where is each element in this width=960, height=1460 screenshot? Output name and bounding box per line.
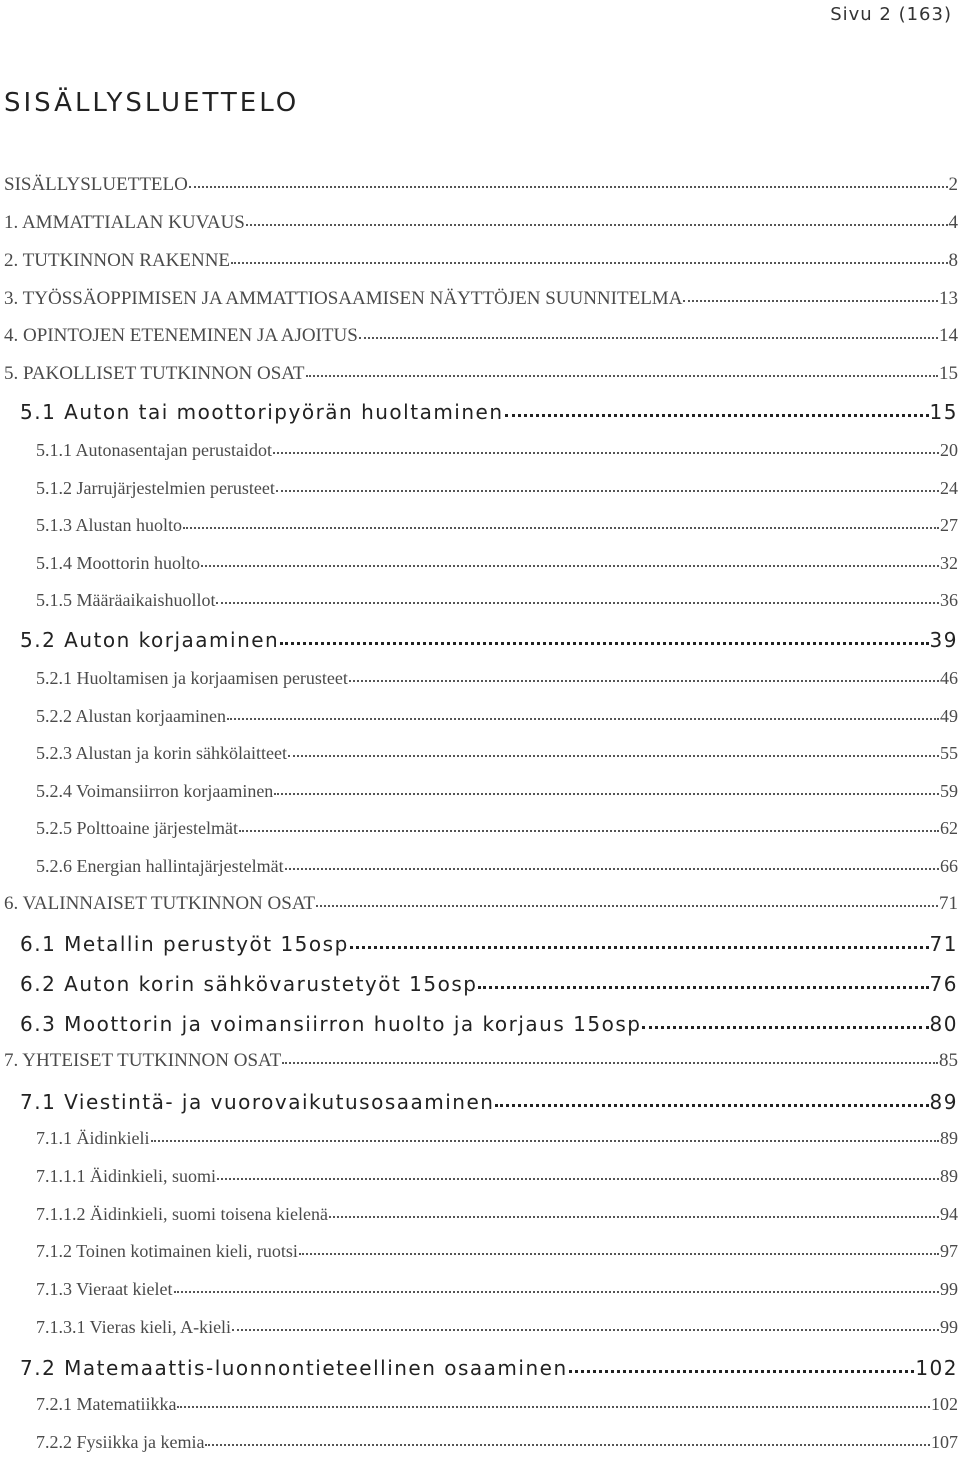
dot-leader [231, 250, 947, 264]
dot-leader [189, 174, 948, 188]
toc-entry-5-1-5[interactable] [36, 590, 958, 611]
dot-leader [505, 400, 929, 417]
toc-entry-page: 107 [931, 1432, 958, 1452]
dot-leader [217, 1166, 939, 1180]
toc-entry-5[interactable] [4, 363, 958, 385]
toc-entry-label: 6.2 Auton korin sähkövarustetyöt 15osp [20, 972, 478, 996]
toc-entry-7[interactable] [4, 1050, 958, 1072]
toc-entry-page: 14 [939, 325, 958, 346]
toc-entry-2[interactable] [4, 250, 958, 272]
toc-entry-label: 5.2.4 Voimansiirron korjaaminen [36, 781, 274, 801]
toc-entry-7-1[interactable] [20, 1090, 958, 1114]
toc-entry-page: 94 [940, 1204, 958, 1224]
toc-entry-page: 71 [939, 893, 958, 914]
toc-entry-page: 13 [939, 288, 958, 309]
toc-entry-page: 62 [940, 818, 958, 838]
toc-entry-page: 27 [940, 515, 958, 535]
dot-leader [359, 325, 938, 339]
toc-entry-page: 102 [931, 1394, 958, 1414]
dot-leader [288, 743, 939, 757]
dot-leader [227, 706, 939, 720]
toc-entry-page: 8 [948, 250, 958, 271]
toc-entry-page: 15 [939, 363, 958, 384]
toc-entry-5-1-1[interactable] [36, 440, 958, 461]
toc-entry-label: 6. VALINNAISET TUTKINNON OSAT [4, 893, 316, 914]
toc-entry-label: 1. AMMATTIALAN KUVAUS [4, 212, 245, 233]
toc-entry-5-2[interactable] [20, 628, 958, 652]
dot-leader [569, 1356, 915, 1373]
toc-entry-page: 15 [929, 400, 958, 424]
toc-entry-page: 2 [948, 174, 958, 195]
toc-entry-label: 7. YHTEISET TUTKINNON OSAT [4, 1050, 282, 1071]
toc-entry-7-1-1-1[interactable] [36, 1166, 958, 1187]
toc-entry-label: 2. TUTKINNON RAKENNE [4, 250, 231, 271]
toc-entry-label: 6.1 Metallin perustyöt 15osp [20, 932, 349, 956]
dot-leader [285, 856, 939, 870]
toc-entry-label: 5.1.4 Moottorin huolto [36, 553, 201, 573]
toc-entry-page: 49 [940, 706, 958, 726]
dot-leader [683, 288, 938, 302]
toc-entry-page: 59 [940, 781, 958, 801]
toc-entry-label: 5.1.3 Alustan huolto [36, 515, 183, 535]
toc-entry-label: 4. OPINTOJEN ETENEMINEN JA AJOITUS [4, 325, 358, 346]
toc-entry-label: 7.1.3 Vieraat kielet [36, 1279, 173, 1299]
toc-entry-6-1[interactable] [20, 932, 958, 956]
toc-entry-page: 76 [929, 972, 958, 996]
toc-entry-5-1-2[interactable] [36, 478, 958, 499]
toc-entry-page: 24 [940, 478, 958, 498]
dot-leader [495, 1090, 928, 1107]
toc-entry-label: 5. PAKOLLISET TUTKINNON OSAT [4, 363, 305, 384]
toc-entry-5-1-3[interactable] [36, 515, 958, 536]
dot-leader [280, 628, 928, 645]
dot-leader [350, 932, 929, 949]
toc-entry-7-1-1-2[interactable] [36, 1204, 958, 1225]
toc-entry-label: 5.2.2 Alustan korjaaminen [36, 706, 226, 726]
toc-entry-label: 5.1.2 Jarrujärjestelmien perusteet [36, 478, 275, 498]
dot-leader [273, 440, 939, 454]
toc-entry-page: 99 [940, 1279, 958, 1299]
dot-leader [306, 363, 939, 377]
dot-leader [246, 212, 948, 226]
toc-entry-5-2-5[interactable] [36, 818, 958, 839]
toc-entry-7-2[interactable] [20, 1356, 958, 1380]
dot-leader [232, 1317, 939, 1331]
dot-leader [205, 1432, 930, 1446]
toc-entry-6[interactable] [4, 893, 958, 915]
toc-entry-page: 4 [948, 212, 958, 233]
dot-leader [299, 1241, 939, 1255]
dot-leader [174, 1279, 939, 1293]
toc-entry-label: 5.2.3 Alustan ja korin sähkölaitteet [36, 743, 287, 763]
toc-entry-5-1-4[interactable] [36, 553, 958, 574]
toc-entry-page: 99 [940, 1317, 958, 1337]
toc-entry-label: 5.2 Auton korjaaminen [20, 628, 280, 652]
toc-entry-7-1-3[interactable] [36, 1279, 958, 1300]
toc-entry-label: 7.1.1 Äidinkieli [36, 1128, 150, 1148]
toc-entry-label: 3. TYÖSSÄOPPIMISEN JA AMMATTIOSAAMISEN NÄYTTÖJEN SUUNNITELMA [4, 288, 683, 309]
toc-entry-page: 89 [940, 1166, 958, 1186]
dot-leader [642, 1012, 928, 1029]
toc-entry-7-2-2[interactable] [36, 1432, 958, 1453]
toc-entry-page: 36 [940, 590, 958, 610]
toc-entry-4[interactable] [4, 325, 958, 347]
toc-entry-5-2-6[interactable] [36, 856, 958, 877]
toc-entry-6-2[interactable] [20, 972, 958, 996]
toc-entry-label: 5.1.5 Määräaikaishuollot [36, 590, 216, 610]
toc-entry-page: 71 [929, 932, 958, 956]
toc-entry-page: 102 [915, 1356, 958, 1380]
toc-entry-5-2-3[interactable] [36, 743, 958, 764]
dot-leader [274, 781, 939, 795]
toc-entry-7-1-3-1[interactable] [36, 1317, 958, 1338]
toc-entry-page: 55 [940, 743, 958, 763]
toc-entry-label: 6.3 Moottorin ja voimansiirron huolto ja korjaus 15osp [20, 1012, 642, 1036]
toc-entry-label: 7.1.1.1 Äidinkieli, suomi [36, 1166, 216, 1186]
dot-leader [201, 553, 939, 567]
dot-leader [183, 515, 939, 529]
toc-entry-sisallysluettelo[interactable] [4, 174, 958, 196]
toc-entry-7-1-2[interactable] [36, 1241, 958, 1262]
toc-entry-label: 7.1.2 Toinen kotimainen kieli, ruotsi [36, 1241, 298, 1261]
dot-leader [478, 972, 928, 989]
toc-entry-label: 5.2.5 Polttoaine järjestelmät [36, 818, 238, 838]
toc-entry-page: 97 [940, 1241, 958, 1261]
toc-entry-label: SISÄLLYSLUETTELO [4, 174, 188, 195]
dot-leader [177, 1394, 930, 1408]
dot-leader [349, 668, 939, 682]
toc-entry-page: 80 [929, 1012, 958, 1036]
toc-entry-6-3[interactable] [20, 1012, 958, 1036]
toc-entry-label: 7.2 Matemaattis-luonnontieteellinen osaaminen [20, 1356, 568, 1380]
toc-entry-label: 7.1.3.1 Vieras kieli, A-kieli [36, 1317, 232, 1337]
toc-entry-5-2-1[interactable] [36, 668, 958, 689]
toc-entry-5-2-2[interactable] [36, 706, 958, 727]
dot-leader [316, 893, 938, 907]
page-number-header: Sivu 2 (163) [830, 4, 952, 25]
toc-entry-page: 85 [939, 1050, 958, 1071]
toc-entry-label: 5.2.6 Energian hallintajärjestelmät [36, 856, 284, 876]
toc-entry-page: 32 [940, 553, 958, 573]
toc-entry-page: 20 [940, 440, 958, 460]
toc-entry-page: 39 [929, 628, 958, 652]
dot-leader [239, 818, 939, 832]
toc-entry-label: 7.1 Viestintä- ja vuorovaikutusosaaminen [20, 1090, 495, 1114]
dot-leader [282, 1050, 938, 1064]
toc-entry-5-2-4[interactable] [36, 781, 958, 802]
toc-entry-label: 5.2.1 Huoltamisen ja korjaamisen perusteet [36, 668, 348, 688]
toc-entry-label: 5.1.1 Autonasentajan perustaidot [36, 440, 272, 460]
toc-entry-page: 46 [940, 668, 958, 688]
toc-entry-7-2-1[interactable] [36, 1394, 958, 1415]
dot-leader [276, 478, 939, 492]
page-title: SISÄLLYSLUETTELO [4, 88, 300, 118]
dot-leader [216, 590, 939, 604]
toc-entry-3[interactable] [4, 288, 958, 310]
toc-entry-5-1[interactable] [20, 400, 958, 424]
toc-entry-page: 89 [929, 1090, 958, 1114]
toc-entry-label: 7.2.2 Fysiikka ja kemia [36, 1432, 205, 1452]
toc-entry-page: 89 [940, 1128, 958, 1148]
toc-entry-label: 5.1 Auton tai moottoripyörän huoltaminen [20, 400, 504, 424]
toc-entry-label: 7.2.1 Matematiikka [36, 1394, 177, 1414]
toc-entry-1[interactable] [4, 212, 958, 234]
toc-entry-page: 66 [940, 856, 958, 876]
toc-entry-label: 7.1.1.2 Äidinkieli, suomi toisena kielenä [36, 1204, 328, 1224]
dot-leader [151, 1128, 940, 1142]
dot-leader [329, 1204, 939, 1218]
toc-entry-7-1-1[interactable] [36, 1128, 958, 1149]
